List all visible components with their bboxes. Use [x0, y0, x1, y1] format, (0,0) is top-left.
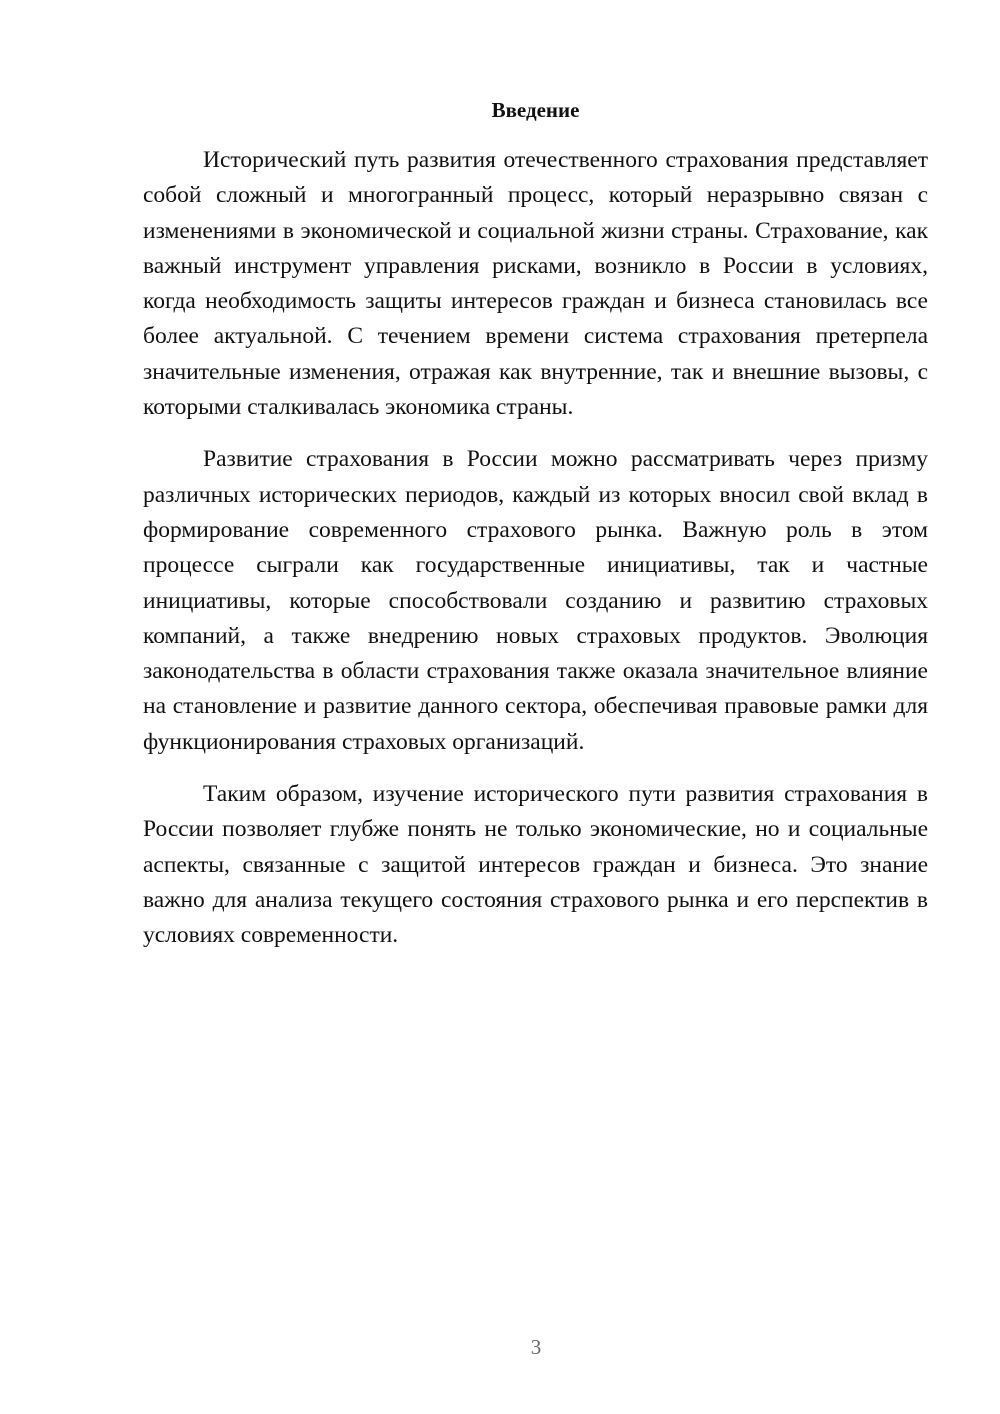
section-title: Введение — [491, 98, 580, 122]
body-text — [143, 143, 928, 971]
paragraph-1: Исторический путь развития отечественного страхования представляет собой сложный и многогранный процесс, который неразрывно связан с изменениями в экономической и социальной жизни страны. Страхование, как важный инструмент управления рисками, возникло в России в условиях, когда необходимость защиты интересов граждан и бизнеса становилась все более актуальной. С течением времени система страхования претерпела значительные изменения, отражая как внутренние, так и внешние вызовы, с которыми сталкивалась экономика страны. — [143, 147, 928, 421]
page-number: 3 — [530, 1335, 542, 1359]
paragraph-2: Развитие страхования в России можно рассматривать через призму различных исторических периодов, каждый из которых вносил свой вклад в формирование современного страхового рынка. Важную роль в этом процессе сыграли как государственные инициативы, так и частные инициативы, которые способствовали созданию и развитию страховых компаний, а также внедрению новых страховых продуктов. Эволюция законодательства в области страхования также оказала значительное влияние на становление и развитие данного сектора, обеспечивая правовые рамки для функционирования страховых организаций. — [143, 446, 928, 755]
paragraph-3: Таким образом, изучение исторического пути развития страхования в России позволяет глубже понять не только экономические, но и социальные аспекты, связанные с защитой интересов граждан и бизнеса. Это знание важно для анализа текущего состояния страхового рынка и его перспектив в условиях современности. — [143, 781, 928, 949]
